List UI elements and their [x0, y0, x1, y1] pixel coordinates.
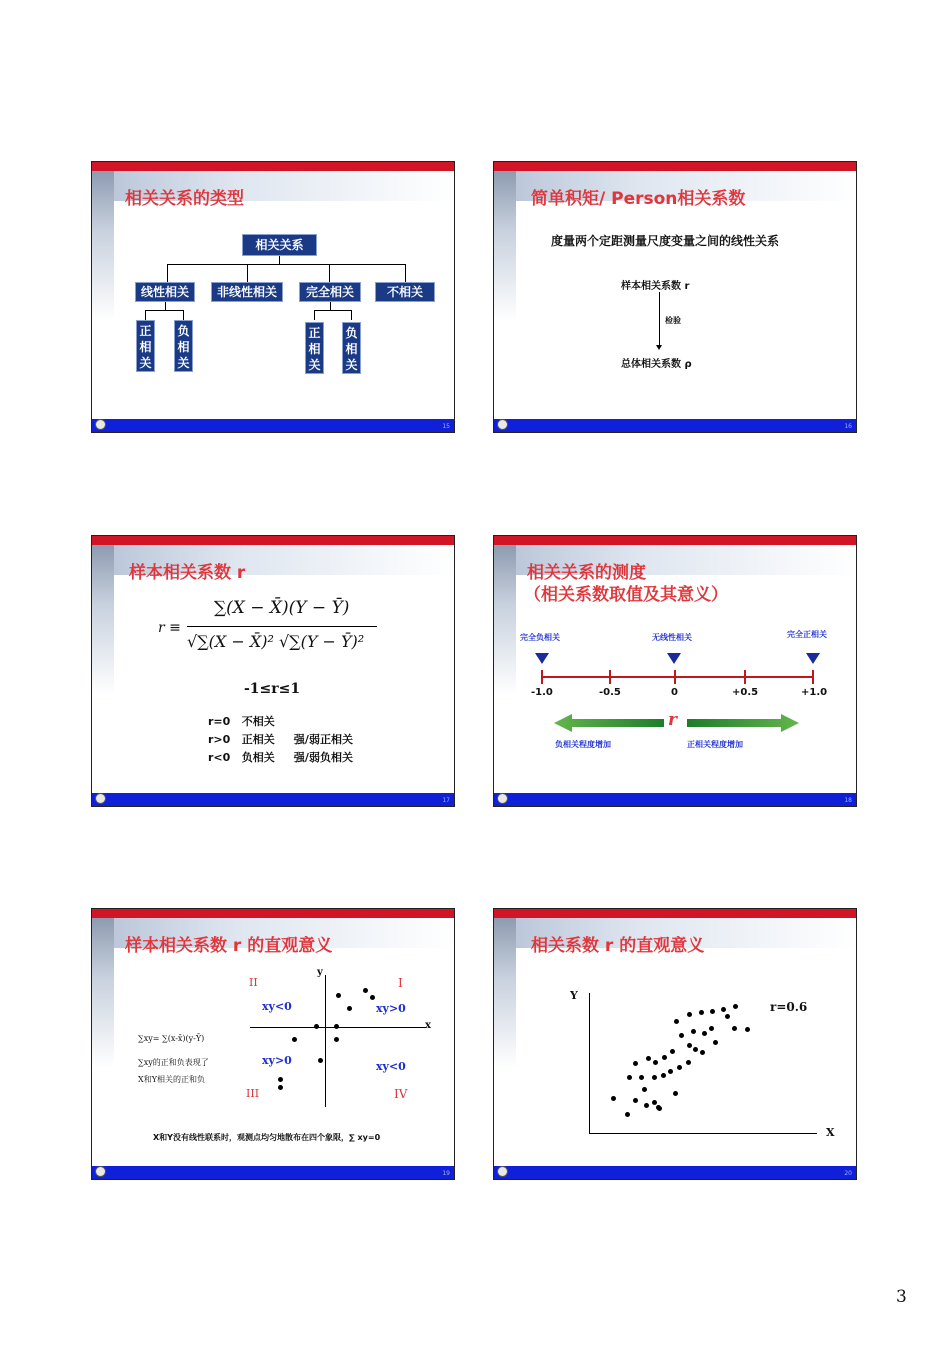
axis-x-label: x: [425, 1020, 431, 1031]
data-point: [370, 995, 375, 1000]
slide-measure: 相关关系的测度 （相关系数取值及其意义） 完全负相关 无线性相关 完全正相关 -1.0 -0.5 0 +0.5 +1.0 r 负相关程度增加 正相关程度增加 18: [493, 535, 857, 807]
logo-icon: [95, 1166, 106, 1177]
arrow-down-icon: [656, 345, 662, 350]
quadrant-label: III: [246, 1087, 260, 1100]
data-point: [314, 1024, 319, 1029]
logo-icon: [497, 419, 508, 430]
data-point: [633, 1061, 638, 1066]
data-point: [611, 1096, 616, 1101]
data-point: [687, 1043, 692, 1048]
slide-subtitle: （相关系数取值及其意义）: [524, 585, 728, 605]
data-point: [725, 1014, 730, 1019]
explain-line-1: ∑xy的正和负表现了: [138, 1058, 209, 1067]
negative-increase: 负相关程度增加: [555, 740, 611, 749]
data-point: [657, 1106, 662, 1111]
test-label: 检验: [665, 316, 681, 325]
axis-x-label: X: [826, 1126, 835, 1139]
data-point: [627, 1075, 632, 1080]
slide-title: 简单积矩/ Person相关系数: [531, 189, 746, 209]
data-point: [652, 1075, 657, 1080]
box-perfect-positive: 正 相 关: [305, 322, 324, 374]
data-point: [278, 1085, 283, 1090]
tick-label: -0.5: [599, 687, 621, 698]
logo-icon: [497, 1166, 508, 1177]
slide-page-number: 15: [442, 423, 450, 430]
data-point: [733, 1004, 738, 1009]
box-uncorrelated: 不相关: [375, 282, 435, 302]
page-number: 3: [896, 1287, 907, 1307]
data-point: [633, 1098, 638, 1103]
formula-numerator: ∑(X − X̄)(Y − Ȳ): [214, 598, 350, 618]
box-perfect-negative: 负 相 关: [342, 322, 361, 374]
data-point: [662, 1055, 667, 1060]
data-point: [318, 1058, 323, 1063]
explain-line-2: X和Y相关的正和负: [138, 1075, 205, 1084]
quadrant-sign: xy>0: [376, 1002, 406, 1015]
data-point: [646, 1056, 651, 1061]
data-point: [363, 988, 368, 993]
logo-icon: [95, 793, 106, 804]
data-point: [347, 1006, 352, 1011]
data-point: [687, 1012, 692, 1017]
data-point: [732, 1026, 737, 1031]
r-symbol: r: [668, 710, 677, 730]
root-box: 相关关系: [242, 234, 317, 256]
slide-title: 相关关系的测度: [527, 563, 646, 583]
quadrant-label: II: [249, 976, 258, 989]
data-point: [674, 1019, 679, 1024]
bottom-note: X和Y没有线性联系时，观测点均匀地散布在四个象限，∑ xy=0: [153, 1133, 381, 1142]
data-point: [710, 1009, 715, 1014]
label-perfect-positive: 完全正相关: [787, 630, 827, 639]
slide-title: 样本相关系数 r: [129, 563, 246, 583]
formula-denominator: √∑(X − X̄)² √∑(Y − Ȳ)²: [187, 632, 365, 651]
data-point: [639, 1075, 644, 1080]
slide-top-bar: [92, 162, 454, 171]
label-no-linear: 无线性相关: [652, 633, 692, 642]
box-linear-positive: 正 相 关: [136, 320, 155, 372]
slide-sample-r: 样本相关系数 r r ≡ ∑(X − X̄)(Y − Ȳ) √∑(X − X̄)² √∑(Y − Ȳ)² -1≤r≤1 r=0 不相关 r>0 正相关 强/弱正相关 r<0 负相关 强/弱负相关 17: [91, 535, 455, 807]
data-point: [625, 1112, 630, 1117]
sum-formula: ∑xy= ∑(x-x̄)(y-Ȳ): [138, 1034, 205, 1043]
slide-intuitive-r: 样本相关系数 r 的直观意义 x y II I III IV xy<0 xy>0 xy>0 xy<0 ∑xy= ∑(x-x̄)(y-Ȳ) ∑xy的正和负表现了 X和Y相关的正和负 X和Y没有线性联系时，观测点均匀地散布在四个象限，∑ xy=0 19: [91, 908, 455, 1180]
data-point: [693, 1047, 698, 1052]
meaning-line-1: r=0 不相关: [208, 715, 275, 728]
data-point: [668, 1069, 673, 1074]
tick-label: +0.5: [732, 687, 759, 698]
arrow-left-icon: [554, 714, 664, 732]
slide-bottom-bar: [92, 419, 454, 432]
quadrant-sign: xy>0: [262, 1054, 292, 1067]
r-value: r=0.6: [770, 1000, 808, 1014]
data-point: [709, 1026, 714, 1031]
slide-title: 相关系数 r 的直观意义: [531, 936, 705, 956]
box-perfect: 完全相关: [299, 282, 361, 302]
description: 度量两个定距测量尺度变量之间的线性关系: [551, 234, 780, 248]
logo-icon: [95, 419, 106, 430]
data-point: [677, 1065, 682, 1070]
marker-zero-icon: [667, 653, 681, 664]
data-point: [336, 993, 341, 998]
box-linear-negative: 负 相 关: [174, 320, 193, 372]
sample-coefficient: 样本相关系数 r: [621, 281, 690, 292]
data-point: [691, 1029, 696, 1034]
data-point: [670, 1049, 675, 1054]
axis-y-label: Y: [570, 989, 578, 1002]
data-point: [713, 1040, 718, 1045]
data-point: [642, 1087, 647, 1092]
population-coefficient: 总体相关系数 ρ: [621, 359, 692, 370]
slide-title: 相关关系的类型: [125, 189, 244, 209]
slide-title: 样本相关系数 r 的直观意义: [125, 936, 333, 956]
data-point: [292, 1037, 297, 1042]
slide-correlation-types: [91, 161, 455, 433]
formula-lhs: r ≡: [158, 620, 181, 636]
data-point: [278, 1077, 283, 1082]
tick-label: +1.0: [801, 687, 828, 698]
data-point: [334, 1037, 339, 1042]
box-linear: 线性相关: [135, 282, 195, 302]
meaning-line-2: r>0 正相关 强/弱正相关: [208, 733, 353, 746]
label-perfect-negative: 完全负相关: [520, 633, 560, 642]
data-point: [702, 1031, 707, 1036]
range: -1≤r≤1: [244, 681, 301, 697]
data-point: [334, 1024, 339, 1029]
data-point: [673, 1091, 678, 1096]
data-point: [652, 1100, 657, 1105]
quadrant-label: IV: [394, 1087, 408, 1101]
tick-label: 0: [671, 687, 678, 698]
quadrant-sign: xy<0: [376, 1060, 406, 1073]
slide-pearson: 简单积矩/ Person相关系数 度量两个定距测量尺度变量之间的线性关系 样本相关系数 r 检验 总体相关系数 ρ 16: [493, 161, 857, 433]
data-point: [700, 1050, 705, 1055]
meaning-line-3: r<0 负相关 强/弱负相关: [208, 751, 353, 764]
logo-icon: [497, 793, 508, 804]
data-point: [699, 1010, 704, 1015]
data-point: [644, 1103, 649, 1108]
data-point: [745, 1027, 750, 1032]
box-nonlinear: 非线性相关: [211, 282, 283, 302]
quadrant-label: I: [398, 976, 403, 990]
arrow-right-icon: [687, 714, 799, 732]
data-point: [679, 1033, 684, 1038]
data-point: [721, 1007, 726, 1012]
marker-neg-icon: [535, 653, 549, 664]
data-point: [686, 1060, 691, 1065]
axis-y-label: y: [317, 967, 323, 978]
slide-r-scatter: 相关系数 r 的直观意义 Y X r=0.6 20: [493, 908, 857, 1180]
tick-label: -1.0: [531, 687, 553, 698]
data-point: [653, 1060, 658, 1065]
quadrant-sign: xy<0: [262, 1000, 292, 1013]
marker-pos-icon: [806, 653, 820, 664]
data-point: [661, 1073, 666, 1078]
positive-increase: 正相关程度增加: [687, 740, 743, 749]
